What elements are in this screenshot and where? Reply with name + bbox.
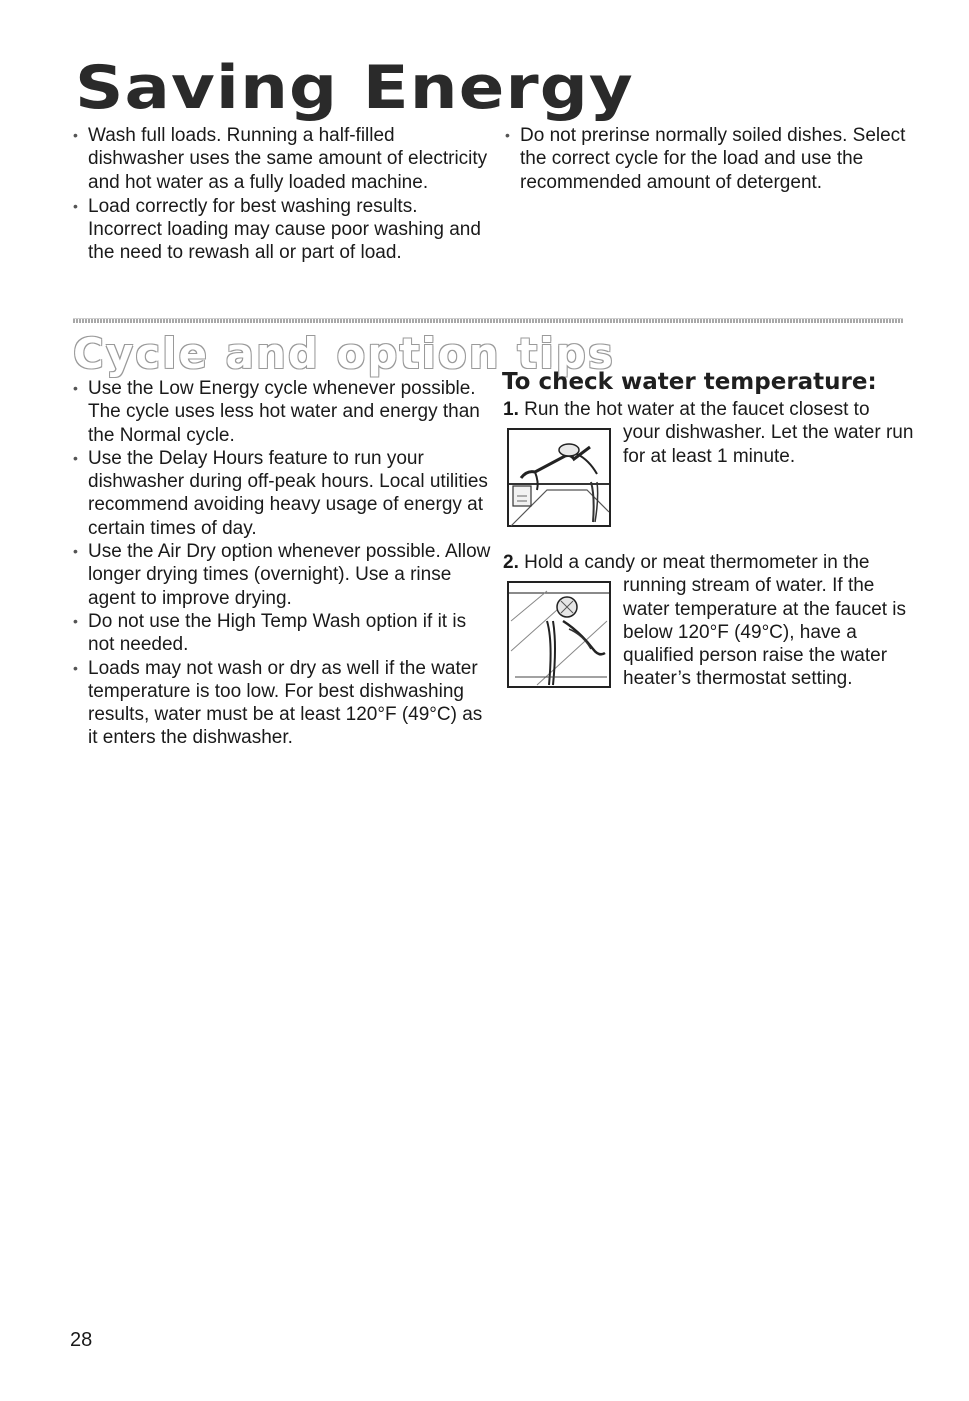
list-item: • Use the Low Energy cycle whenever possible. The cycle uses less hot water and energy than the Normal cycle.: [73, 377, 493, 447]
step-number: 1.: [503, 399, 519, 420]
page-title: Saving Energy: [75, 53, 634, 123]
section-divider: [73, 318, 903, 323]
list-item: • Use the Delay Hours feature to run your dishwasher during off-peak hours. Local utilities recommend avoiding heavy usage of energy at certain times of day.: [73, 447, 493, 540]
tips-list: [73, 377, 493, 750]
section-title: Cycle and option tips: [73, 329, 615, 378]
step-first-line: [503, 398, 923, 421]
step-number: 2.: [503, 552, 519, 573]
step-1: [503, 398, 923, 467]
step-text: your dishwasher. Let the water run for at least 1 minute.: [623, 422, 914, 467]
faucet-illustration-icon: [507, 428, 611, 528]
thermometer-illustration-icon: [507, 581, 611, 681]
list-item: • Load correctly for best washing results. Incorrect loading may cause poor washing and the need to rewash all or part of load.: [73, 195, 493, 265]
step-first-line: [503, 551, 923, 574]
list-item: • Use the Air Dry option whenever possible. Allow longer drying times (overnight). Use a rinse agent to improve drying.: [73, 540, 493, 610]
list-item: • Do not prerinse normally soiled dishes. Select the correct cycle for the load and use the recommended amount of detergent.: [505, 124, 935, 194]
step-first-text: Run the hot water at the faucet closest to: [524, 399, 870, 420]
step-text: running stream of water. If the water temperature at the faucet is below 120°F (49°C), have a qualified person raise the water heater’s thermostat setting.: [623, 575, 907, 690]
water-temperature-heading: To check water temperature:: [502, 369, 877, 395]
list-item: • Do not use the High Temp Wash option if it is not needed.: [73, 610, 493, 657]
intro-left-list: [73, 124, 493, 266]
step-first-text: Hold a candy or meat thermometer in the: [524, 552, 870, 573]
page-number: 28: [70, 1329, 93, 1351]
list-item: • Wash full loads. Running a half-filled dishwasher uses the same amount of electricity and hot water as a fully loaded machine.: [73, 124, 493, 194]
list-item: • Loads may not wash or dry as well if the water temperature is too low. For best dishwashing results, water must be at least 120°F (49°C) as it enters the dishwasher.: [73, 657, 493, 750]
intro-right-list: [505, 124, 935, 195]
step-2: [503, 551, 923, 690]
